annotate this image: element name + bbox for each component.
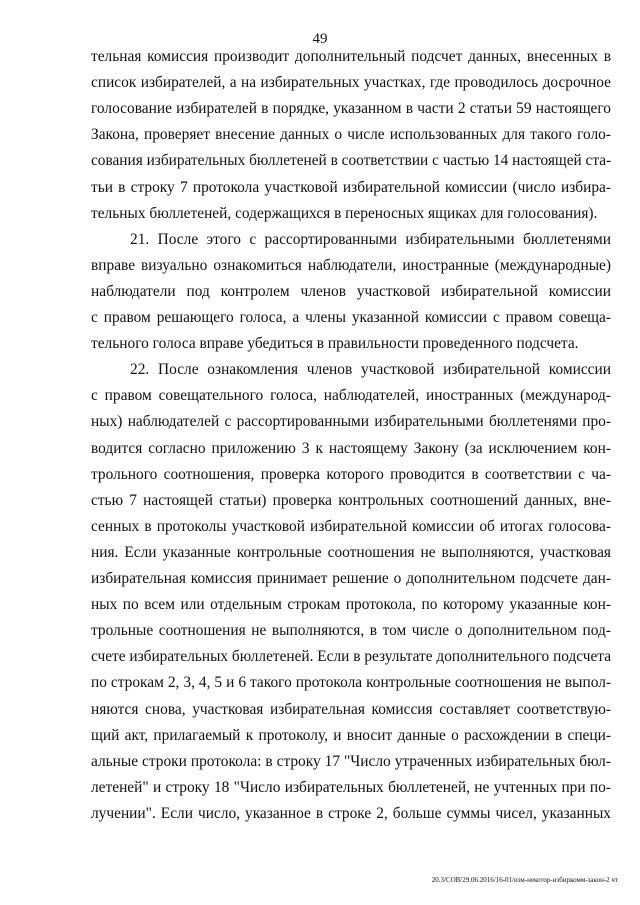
text-line-content: водится согласно приложению 3 к настоящему Закону (за исключением кон- xyxy=(91,439,611,457)
text-line-content: тельная комиссия производит дополнительный подсчет данных, внесенных в xyxy=(91,48,611,65)
text-line-content: 22. После ознакомления членов участковой избирательной комиссии xyxy=(130,361,611,379)
text-line xyxy=(0,592,640,618)
text-line xyxy=(0,305,640,331)
text-line-content: трольные соотношения не выполняются, в том числе о дополнительном под- xyxy=(91,622,611,640)
text-line-content: сенных в протоколы участковой избирательной комиссии об итогах голосова- xyxy=(91,517,611,535)
text-line-content: трольного соотношения, проверка которого проводится в соответствии с ча- xyxy=(91,465,611,483)
text-line-content: ных) наблюдателей с рассортированными избирательными бюллетенями про- xyxy=(91,413,611,431)
text-line-content: стью 7 настоящей статьи) проверка контрольных соотношений данных, вне- xyxy=(91,491,611,509)
text-line xyxy=(0,122,640,148)
text-line xyxy=(0,227,640,253)
text-line xyxy=(0,723,640,749)
text-line xyxy=(0,697,640,723)
text-line xyxy=(0,670,640,696)
text-line xyxy=(0,44,640,70)
text-line xyxy=(0,801,640,827)
footer-file-path: 20.3/СОВ/29.06.2016/16-01/изм-некотор-избиркомм-закон-2 чт xyxy=(431,876,618,884)
text-line xyxy=(0,96,640,122)
text-line-content: избирательная комиссия принимает решение о дополнительном подсчете дан- xyxy=(91,570,611,587)
text-line-content: сования избирательных бюллетеней в соответствии с частью 14 настоящей ста- xyxy=(91,152,612,170)
text-line-content: тьи в строку 7 протокола участковой избирательной комиссии (число избира- xyxy=(91,178,611,196)
text-line xyxy=(0,644,640,670)
text-line-content: счете избирательных бюллетеней. Если в результате дополнительного подсчета xyxy=(91,648,611,666)
text-line-content: ния. Если указанные контрольные соотношения не выполняются, участковая xyxy=(91,543,611,561)
text-line xyxy=(0,775,640,801)
text-line xyxy=(0,148,640,174)
text-line-content: альные строки протокола: в строку 17 "Число утраченных избирательных бюл- xyxy=(91,752,611,770)
page-number: 49 xyxy=(312,31,328,47)
text-line xyxy=(0,749,640,775)
text-line xyxy=(0,436,640,462)
text-line-content: тельного голоса вправе убедиться в правильности проведенного подсчета. xyxy=(91,335,579,353)
text-line xyxy=(0,383,640,409)
text-line xyxy=(0,540,640,566)
text-line-content: няются снова, участковая избирательная комиссия составляет соответствую- xyxy=(91,700,611,718)
text-line-content: с правом решающего голоса, а члены указанной комиссии с правом совеща- xyxy=(91,309,611,326)
text-line xyxy=(0,175,640,201)
text-line xyxy=(0,462,640,488)
text-line-content: Закона, проверяет внесение данных о числе использованных для такого голо- xyxy=(91,126,611,144)
text-line xyxy=(0,566,640,592)
text-line-content: список избирателей, а на избирательных участках, где проводилось досрочное xyxy=(91,74,611,92)
text-line-content: ных по всем или отдельным строкам протокола, по которому указанные кон- xyxy=(91,596,611,614)
text-line xyxy=(0,70,640,96)
text-line-content: 21. После этого с рассортированными избирательными бюллетенями xyxy=(130,230,611,248)
text-line-content: наблюдатели под контролем членов участковой избирательной комиссии xyxy=(91,282,611,300)
text-line xyxy=(0,279,640,305)
text-line-content: лучении". Если число, указанное в строке 2, больше суммы чисел, указанных xyxy=(91,804,611,822)
text-line xyxy=(0,514,640,540)
text-line xyxy=(0,357,640,383)
text-line-content: вправе визуально ознакомиться наблюдатели, иностранные (международные) xyxy=(91,256,611,274)
text-line-content: голосование избирателей в порядке, указанном в части 2 статьи 59 настоящего xyxy=(91,100,611,118)
text-line-content: по строкам 2, 3, 4, 5 и 6 такого протокола контрольные соотношения не выпол- xyxy=(91,674,611,692)
text-line xyxy=(0,409,640,435)
text-line xyxy=(0,201,640,227)
text-line xyxy=(0,488,640,514)
text-line-content: щий акт, прилагаемый к протоколу, и вносит данные о расхождении в специ- xyxy=(91,726,611,744)
text-line xyxy=(0,618,640,644)
text-line-content: летеней" и строку 18 "Число избирательных бюллетеней, не учтенных при по- xyxy=(91,778,611,796)
text-line xyxy=(0,253,640,279)
text-line-content: с правом совещательного голоса, наблюдателей, иностранных (международ- xyxy=(91,387,611,405)
text-line xyxy=(0,331,640,357)
text-line-content: тельных бюллетеней, содержащихся в переносных ящиках для голосования). xyxy=(91,204,598,222)
